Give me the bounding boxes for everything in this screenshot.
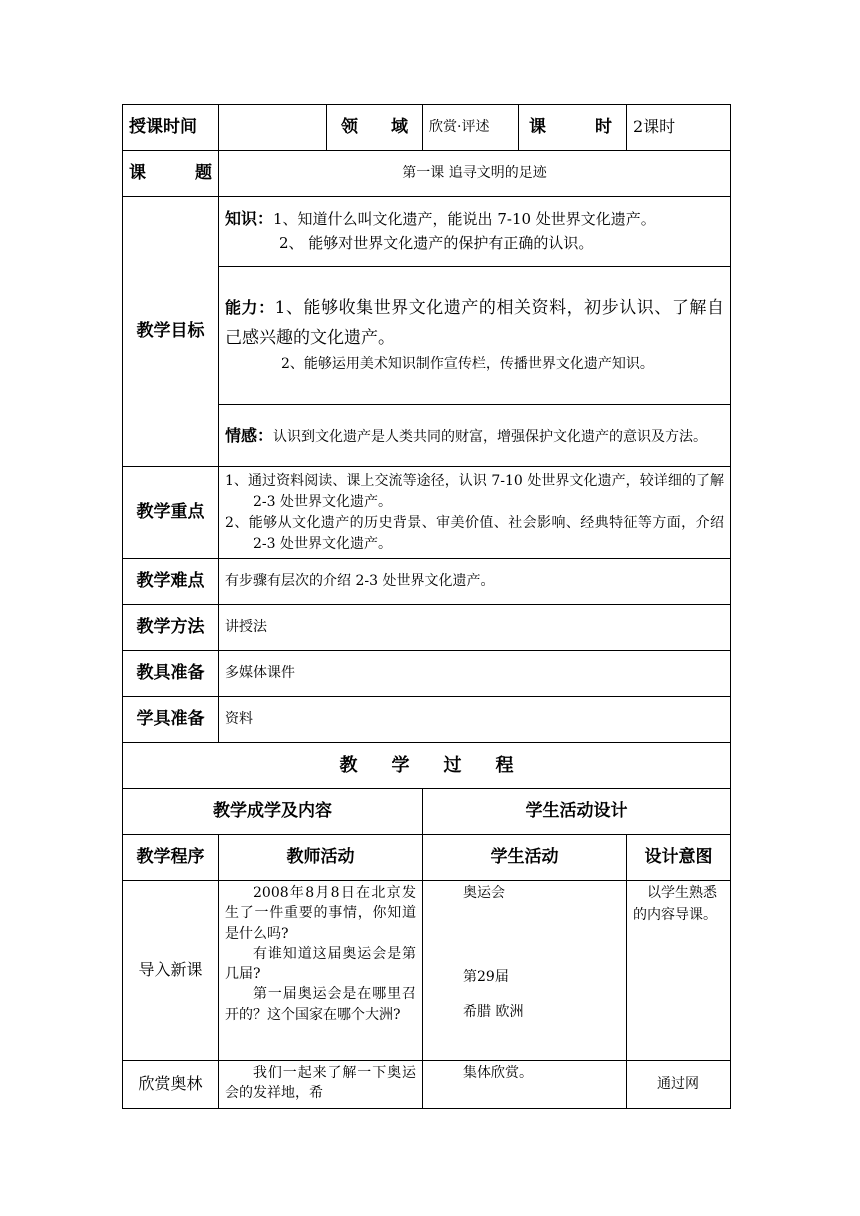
teacher-activity-line: 有谁知道这届奥运会是第几届? <box>225 945 416 983</box>
key-points-label: 教学重点 <box>123 467 219 559</box>
lesson-plan-sheet <box>122 104 730 1109</box>
process-title-char: 过 <box>443 754 462 776</box>
topic-row <box>123 151 731 197</box>
intent-cell: 通过网 <box>627 1061 731 1109</box>
process-title-char: 程 <box>495 754 514 776</box>
ability-2: 2、能够运用美术知识制作宣传栏，传播世界文化遗产知识。 <box>281 356 654 373</box>
process-title-char: 教 <box>339 754 358 776</box>
student-activity-line: 第29届 <box>463 968 509 985</box>
difficulty-label: 教学难点 <box>123 559 219 605</box>
field-value: 欣赏·评述 <box>423 105 519 151</box>
field-label <box>327 105 423 151</box>
student-activity-cell <box>423 881 627 1061</box>
teacher-tools-value: 多媒体课件 <box>219 651 731 697</box>
emotion-label: 情感： <box>225 425 274 445</box>
time-label: 授课时间 <box>123 105 219 151</box>
col-content-header: 教学成学及内容 <box>123 789 423 835</box>
teacher-activity-line: 2008年8月8日在北京发生了一件重要的事情，你知道是什么吗? <box>225 885 416 942</box>
method-row <box>123 605 731 651</box>
process-row <box>123 1061 731 1109</box>
knowledge-label: 知识： <box>225 209 274 229</box>
key-points-row <box>123 467 731 559</box>
process-head-row <box>123 835 731 881</box>
difficulty-row <box>123 559 731 605</box>
teacher-activity-cell <box>219 1061 423 1109</box>
field-label-a: 领 <box>341 117 358 138</box>
program-cell: 欣赏奥林 <box>123 1061 219 1109</box>
field-label-b: 域 <box>391 117 408 138</box>
student-activity-line: 希腊 欧洲 <box>463 1004 524 1021</box>
topic-label-b: 题 <box>195 163 212 184</box>
method-value: 讲授法 <box>219 605 731 651</box>
key-point-item: 1、通过资料阅读、课上交流等途径，认识 7-10 处世界文化遗产，较详细的了解 2-3 处世界文化遗产。 <box>225 472 724 510</box>
process-title <box>123 743 731 789</box>
teacher-tools-row <box>123 651 731 697</box>
emotion-1: 认识到文化遗产是人类共同的财富，增强保护文化遗产的意识及方法。 <box>273 428 708 445</box>
topic-value: 第一课 追寻文明的足迹 <box>219 151 731 197</box>
knowledge-cell <box>219 197 731 267</box>
hours-value: 2课时 <box>627 105 731 151</box>
knowledge-1: 1、知道什么叫文化遗产，能说出 7-10 处世界文化遗产。 <box>273 210 656 229</box>
emotion-cell <box>219 405 731 467</box>
ability-cell <box>219 267 731 405</box>
head-intent: 设计意图 <box>627 835 731 881</box>
head-teacher: 教师活动 <box>219 835 423 881</box>
difficulty-value: 有步骤有层次的介绍 2-3 处世界文化遗产。 <box>219 559 731 605</box>
col-student-design-header: 学生活动设计 <box>423 789 731 835</box>
student-activity-cell <box>423 1061 627 1109</box>
student-tools-label: 学具准备 <box>123 697 219 743</box>
method-label: 教学方法 <box>123 605 219 651</box>
topic-label-a: 课 <box>129 163 146 184</box>
knowledge-2: 2、 能够对世界文化遗产的保护有正确的认识。 <box>279 234 594 253</box>
head-program: 教学程序 <box>123 835 219 881</box>
process-title-row <box>123 743 731 789</box>
process-section-row <box>123 789 731 835</box>
program-cell: 导入新课 <box>123 881 219 1061</box>
teacher-tools-label: 教具准备 <box>123 651 219 697</box>
student-activity-line: 集体欣赏。 <box>463 1065 533 1081</box>
key-point-item: 2、能够从文化遗产的历史背景、审美价值、社会影响、经典特征等方面，介绍 2-3 处世界文化遗产。 <box>225 514 724 552</box>
info-row <box>123 105 731 151</box>
head-student: 学生活动 <box>423 835 627 881</box>
hours-label-b: 时 <box>595 117 612 138</box>
key-points-cell <box>219 467 731 559</box>
intent-cell: 以学生熟悉的内容导课。 <box>627 881 731 1061</box>
objective-knowledge-row <box>123 197 731 267</box>
teacher-activity-cell <box>219 881 423 1061</box>
student-activity-line: 奥运会 <box>463 885 505 901</box>
process-row <box>123 881 731 1061</box>
lesson-plan-table <box>122 104 731 1109</box>
teacher-activity-line: 我们一起来了解一下奥运会的发祥地，希 <box>225 1065 416 1102</box>
teacher-activity-line: 第一届奥运会是在哪里召开的？这个国家在哪个大洲? <box>225 986 416 1023</box>
objectives-label: 教学目标 <box>123 197 219 467</box>
time-value <box>219 105 327 151</box>
hours-label <box>519 105 627 151</box>
process-title-char: 学 <box>391 754 410 776</box>
topic-label <box>123 151 219 197</box>
ability-1: 1、能够收集世界文化遗产的相关资料，初步认识、了解自己感兴趣的文化遗产。 <box>225 297 724 348</box>
student-tools-row <box>123 697 731 743</box>
ability-label: 能力： <box>225 297 275 317</box>
hours-label-a: 课 <box>529 117 546 138</box>
student-tools-value: 资料 <box>219 697 731 743</box>
